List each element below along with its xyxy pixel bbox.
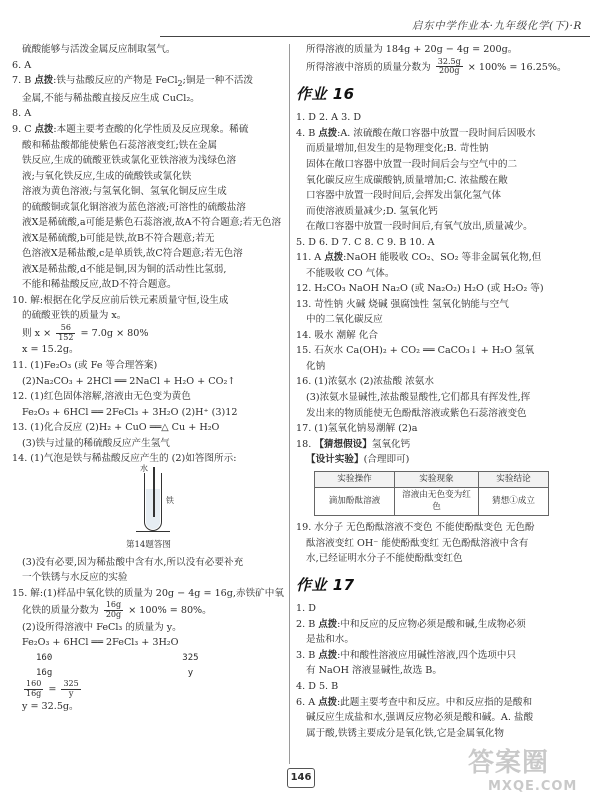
text-line: 发出来的物质能使无色酚酞溶液或紫色石蕊溶液变色 xyxy=(306,407,527,419)
left-column xyxy=(12,42,284,714)
page-header xyxy=(160,16,590,38)
text-line: 而使溶液质量减少;D. 氢氧化钙 xyxy=(306,205,438,217)
hint-label: 点拨 xyxy=(318,696,337,708)
column-divider xyxy=(289,44,290,764)
fraction: $\frac{32.5g}{200g}$ xyxy=(437,57,461,76)
text-line: x = 15.2g。 xyxy=(22,344,79,356)
equation-line: (2)Na₂CO₃ + 2HCl ══ 2NaCl + H₂O + CO₂↑ xyxy=(22,375,236,387)
hypothesis-label: 【猜想假设】 xyxy=(314,438,372,450)
text-line: 不能吸收 CO 气体。 xyxy=(306,267,395,279)
text-line: 的硫酸亚铁的质量为 x。 xyxy=(22,310,127,322)
text-line: 液;与氧化铁反应,生成的硫酸铁或氯化铁 xyxy=(22,170,192,182)
answer-3: 3. B 点拨:中和酸性溶液应用碱性溶液,四个选项中只 xyxy=(296,649,517,661)
text-line: 酞溶液变红 OH⁻ 能使酚酞变红 无色酚酞溶液中含有 xyxy=(306,537,529,549)
equation-line: $\frac{160}{16g}$ = $\frac{325}{y}$ xyxy=(26,680,79,698)
equation-line: 160 325 xyxy=(36,652,199,663)
section-title-16: 作业 16 xyxy=(296,85,355,104)
answer-11: 11. (1)Fe₂O₃ (或 Fe 等合理答案) xyxy=(12,360,158,372)
table-row xyxy=(315,488,549,516)
section-title-17: 作业 17 xyxy=(296,576,355,595)
design-line: 【设计实验】(合理即可) xyxy=(306,454,410,466)
answer-4: 4. B 点拨:A. 浓硫酸在敞口容器中放置一段时间后因吸水 xyxy=(296,127,536,139)
equation-line: 所得溶液中溶质的质量分数为 $\frac{32.5g}{200g}$ × 100% = 16.25%。 xyxy=(306,57,567,76)
text-line: 氧化碳反应生成碳酸钠,质量增加;C. 浓盐酸在敞 xyxy=(306,174,508,186)
answer-9: 9. C 点拨:本题主要考查酸的化学性质及反应现象。稀硫 xyxy=(12,123,249,135)
hint-label: 点拨 xyxy=(34,123,54,135)
header-title: 启东中学作业本·九年级化学(下)·R xyxy=(411,20,582,32)
text-line: 属于酸,铁锈主要成分是氧化铁,它是金属氧化物 xyxy=(306,727,504,739)
answer-11: 11. A 点拨:NaOH 能吸收 CO₂、SO₂ 等非金属氧化物,但 xyxy=(296,252,542,264)
answer-1-3: 1. D 2. A 3. D xyxy=(296,112,362,124)
table-header-cell: 实验现象 xyxy=(395,471,479,488)
text-line: 硫酸能够与活泼金属反应制取氢气。 xyxy=(22,44,176,55)
answer-13: 13. (1)化合反应 (2)H₂ + CuO ══△ Cu + H₂O xyxy=(12,422,220,434)
fraction: $\frac{325}{y}$ xyxy=(63,680,79,698)
text-line: 金属,不能与稀盐酸直接反应生成 CuCl₂。 xyxy=(22,92,200,104)
answer-8: 8. A xyxy=(12,108,32,120)
text-line: 化钠 xyxy=(306,360,326,372)
fraction: $\frac{160}{16g}$ xyxy=(26,680,42,698)
answer-6: 6. A 点拨:此题主要考查中和反应。中和反应指的是酸和 xyxy=(296,696,533,708)
text-line: 色溶液X是稀盐酸,c是单质铁,故C符合题意;若无色溶 xyxy=(22,248,243,260)
figure-label-water: 水 xyxy=(140,463,148,473)
answer-15: 15. 解:(1)样品中氧化铁的质量为 20g − 4g = 16g,赤铁矿中氧 xyxy=(12,587,284,599)
hint-label: 点拨 xyxy=(34,75,54,87)
hint-label: 点拨 xyxy=(318,649,338,661)
text-line: 液X是稀硫酸,b可能是铁,故B不符合题意;若无 xyxy=(22,232,215,244)
text-line: 口容器中放置一段时间后,会挥发出氯化氢气体 xyxy=(306,190,501,202)
figure-label-iron: 铁 xyxy=(166,495,174,505)
fraction: $\frac{56}{152}$ xyxy=(58,323,74,342)
equation-line: 化铁的质量分数为 $\frac{16g}{20g}$ × 100% = 80%。 xyxy=(22,601,212,620)
equation-line: Fe₂O₃ + 6HCl ══ 2FeCl₃ + 3H₂O xyxy=(22,637,179,649)
equation-line: 16g y xyxy=(36,667,194,678)
iron-nail-icon xyxy=(153,467,155,517)
figure-caption: 第14题答图 xyxy=(126,539,171,550)
text-line: 固体在敞口容器中放置一段时间后会与空气中的二 xyxy=(306,159,518,171)
page-number: 146 xyxy=(287,768,315,788)
equation-line: Fe₂O₃ + 6HCl ══ 2FeCl₃ + 3H₂O (2)H⁺ (3)12 xyxy=(22,406,238,418)
watermark-url: MXQE.COM xyxy=(488,779,578,794)
answer-6: 6. A xyxy=(12,59,32,71)
answer-12: 12. H₂CO₃ NaOH Na₂O (或 Na₂O₂) H₂O (或 H₂O₂ 等) xyxy=(296,283,544,295)
table-header-cell: 实验结论 xyxy=(479,471,549,488)
answer-14: 14. 吸水 潮解 化合 xyxy=(296,329,378,341)
text-line: 碱反应生成盐和水,强调反应物必须是酸和碱。A. 盐酸 xyxy=(306,712,534,724)
text-line: 酸和稀盐酸都能使紫色石蕊溶液变红;铁在金属 xyxy=(22,139,218,151)
answer-19: 19. 水分子 无色酚酞溶液不变色 不能使酚酞变色 无色酚 xyxy=(296,522,535,534)
experiment-table xyxy=(314,471,549,517)
text-line: 的硫酸铜或氯化铜溶液为蓝色溶液;可溶性的硫酸盐溶 xyxy=(22,201,246,213)
text-line: (3)没有必要,因为稀盐酸中含有水,所以没有必要补充 xyxy=(22,556,244,568)
text-line: 是盐和水。 xyxy=(306,634,354,646)
answer-18: 18. 【猜想假设】氢氧化钙 xyxy=(296,438,411,450)
text-line: (2)设所得溶液中 FeCl₃ 的质量为 y。 xyxy=(22,621,182,633)
text-line: 不能和稀盐酸反应,故D不符合题意。 xyxy=(22,279,177,291)
answer-13: 13. 苛性钠 火碱 烧碱 强腐蚀性 氢氧化钠能与空气 xyxy=(296,298,509,310)
answer-16: 16. (1)浓氨水 (2)浓盐酸 浓氨水 xyxy=(296,376,434,388)
fraction: $\frac{16g}{20g}$ xyxy=(105,601,122,620)
hint-label: 点拨 xyxy=(318,127,338,139)
text-line: (3)铁与过量的稀硫酸反应产生氢气 xyxy=(22,437,170,449)
stand-base xyxy=(136,531,170,532)
answer-12: 12. (1)红色固体溶解,溶液由无色变为黄色 xyxy=(12,391,191,403)
text-line: 液X是稀盐酸,d不能是铜,因为铜的活动性比氢弱, xyxy=(22,263,227,275)
answer-7: 7. B 点拨:铁与盐酸反应的产物是 FeCl$_2$;铜是一种不活泼 xyxy=(12,75,254,88)
text-line: 溶液为黄色溶液;与氢氧化铜、氢氧化铜反应生成 xyxy=(22,186,227,198)
table-cell: 滴加酚酞溶液 xyxy=(315,488,395,516)
hint-label: 点拨 xyxy=(318,618,338,630)
answer-14: 14. (1)气泡是铁与稀盐酸反应产生的 (2)如答图所示: xyxy=(12,453,237,465)
answer-15: 15. 石灰水 Ca(OH)₂ + CO₂ ══ CaCO₃↓ + H₂O 氢氧 xyxy=(296,345,535,357)
watermark-logo: 答案圈 xyxy=(468,748,550,778)
text-line: 一个铁锈与水反应的实验 xyxy=(22,572,128,584)
hint-label: 点拨 xyxy=(324,252,344,264)
answer-10: 10. 解:根据在化学反应前后铁元素质量守恒,设生成 xyxy=(12,294,229,306)
equation-line: 则 x × $\frac{56}{152}$ = 7.0g × 80% xyxy=(22,323,149,342)
answer-2: 2. B 点拨:中和反应的反应物必须是酸和碱,生成物必须 xyxy=(296,618,526,630)
header-rule xyxy=(160,36,590,37)
answer-4-5: 4. D 5. B xyxy=(296,680,339,692)
text-line: 中的二氧化碳反应 xyxy=(306,314,383,326)
text-line: 所得溶液的质量为 184g + 20g − 4g = 200g。 xyxy=(306,44,518,55)
text-line: 在敞口容器中放置一段时间后,有氧气放出,质量减少。 xyxy=(306,221,533,233)
answer-17: 17. (1)氢氧化钠易潮解 (2)a xyxy=(296,423,418,435)
text-line: 液X是稀硫酸,a可能是紫色石蕊溶液,故A不符合题意;若无色溶 xyxy=(22,217,282,229)
answer-1: 1. D xyxy=(296,603,316,615)
answer-5-10: 5. D 6. D 7. C 8. C 9. B 10. A xyxy=(296,236,435,248)
text-line: (3)浓氨水显碱性,浓盐酸显酸性,它们都具有挥发性,挥 xyxy=(306,391,531,403)
table-cell: 溶液由无色变为红色 xyxy=(395,488,479,516)
right-column xyxy=(296,42,586,741)
text-line: 而质量增加,但发生的是物理变化;B. 苛性钠 xyxy=(306,143,489,155)
apparatus-figure xyxy=(12,463,284,553)
table-header-cell: 实验操作 xyxy=(315,471,395,488)
table-header-row xyxy=(315,471,549,488)
table-cell: 猜想①成立 xyxy=(479,488,549,516)
text-line: 水,已经证明水分子不能使酚酞变红色 xyxy=(306,553,463,565)
text-line: 有 NaOH 溶液显碱性,故选 B。 xyxy=(306,665,442,677)
text-line: y = 32.5g。 xyxy=(22,700,79,712)
test-tube-icon xyxy=(144,473,162,531)
text-line: 铁反应,生成的硫酸亚铁或氯化亚铁溶液为浅绿色溶 xyxy=(22,155,237,167)
design-label: 【设计实验】 xyxy=(306,454,364,466)
